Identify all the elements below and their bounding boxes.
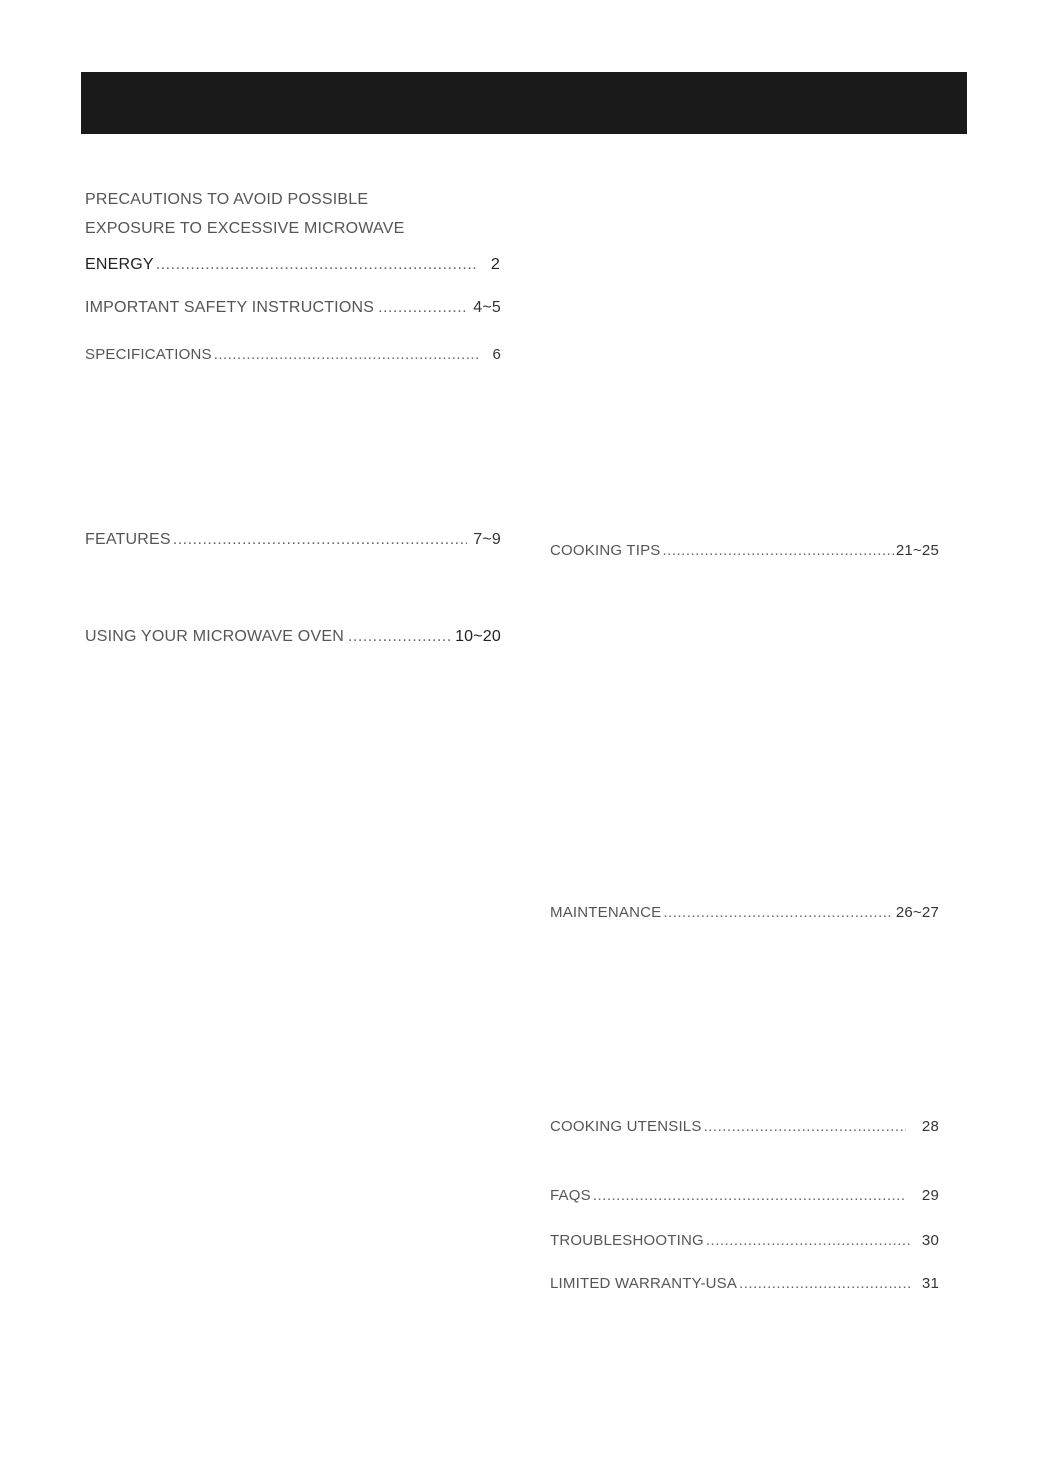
- toc-leader-dots: [593, 1187, 906, 1204]
- toc-label: IMPORTANT SAFETY INSTRUCTIONS: [85, 299, 375, 316]
- toc-entry-utensils[interactable]: [550, 1118, 939, 1135]
- toc-precautions-line1: [85, 191, 501, 209]
- toc-leader-dots: [214, 346, 479, 363]
- toc-precautions-text-2: EXPOSURE TO EXCESSIVE MICROWAVE: [85, 220, 405, 237]
- toc-label: MAINTENANCE: [550, 904, 662, 921]
- header-bar: [81, 72, 967, 134]
- toc-label: FAQS: [550, 1187, 591, 1204]
- toc-entry-cooking-tips[interactable]: [550, 542, 939, 559]
- toc-page-number: 21~25: [895, 542, 939, 559]
- toc-precautions-text-3: ENERGY: [85, 256, 154, 273]
- toc-label: FEATURES: [85, 531, 171, 548]
- toc-leader-dots: [662, 542, 893, 559]
- toc-page-number: 7~9: [473, 531, 501, 548]
- toc-label: TROUBLESHOOTING: [550, 1232, 704, 1249]
- toc-page-number: 29: [921, 1187, 939, 1204]
- toc-leader-dots: [348, 628, 453, 646]
- toc-leader-dots: [156, 256, 477, 274]
- toc-entry-maintenance[interactable]: [550, 904, 939, 921]
- toc-page-number: 2: [490, 256, 500, 273]
- toc-entry-features[interactable]: [85, 531, 501, 549]
- toc-entry-safety[interactable]: [85, 299, 501, 317]
- toc-page-number: 4~5: [473, 299, 501, 316]
- toc-entry-specifications[interactable]: [85, 346, 501, 363]
- toc-precautions-text-1: PRECAUTIONS TO AVOID POSSIBLE: [85, 191, 369, 208]
- toc-entry-faqs[interactable]: [550, 1187, 939, 1204]
- toc-label: COOKING TIPS: [550, 542, 661, 559]
- toc-page-number: 31: [921, 1275, 939, 1292]
- toc-leader-dots: [704, 1118, 906, 1135]
- toc-entry-warranty[interactable]: [550, 1275, 939, 1292]
- toc-page-number: 6: [492, 346, 501, 363]
- toc-leader-dots: [706, 1232, 910, 1249]
- toc-entry-troubleshooting[interactable]: [550, 1232, 939, 1249]
- toc-entry-using-oven[interactable]: [85, 628, 501, 646]
- toc-precautions-line2: [85, 220, 501, 238]
- toc-leader-dots: [739, 1275, 910, 1292]
- toc-page-number: 10~20: [455, 628, 501, 645]
- toc-page-number: 26~27: [895, 904, 939, 921]
- toc-label: COOKING UTENSILS: [550, 1118, 702, 1135]
- toc-page-number: 28: [921, 1118, 939, 1135]
- toc-leader-dots: [663, 904, 891, 921]
- toc-label: USING YOUR MICROWAVE OVEN: [85, 628, 344, 645]
- toc-entry-precautions[interactable]: [85, 256, 500, 274]
- toc-leader-dots: [378, 299, 466, 317]
- toc-label: SPECIFICATIONS: [85, 346, 212, 363]
- toc-leader-dots: [173, 531, 467, 549]
- toc-page-number: 30: [921, 1232, 939, 1249]
- toc-label: LIMITED WARRANTY-USA: [550, 1275, 738, 1292]
